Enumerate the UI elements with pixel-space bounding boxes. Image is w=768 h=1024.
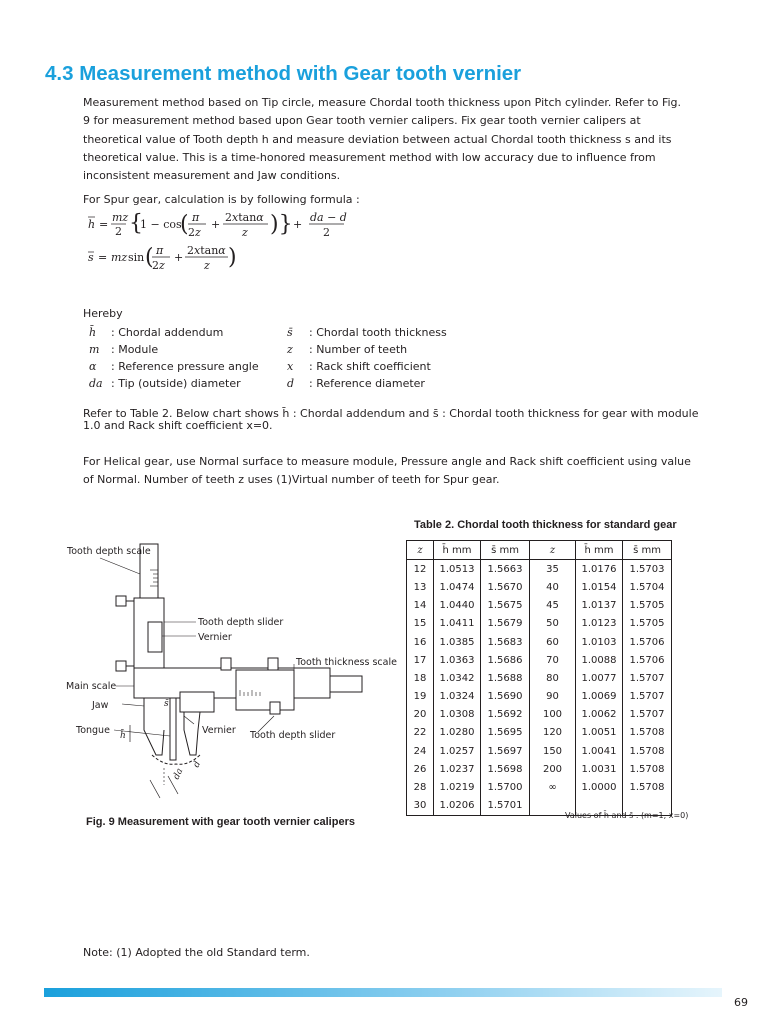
cell: 20	[407, 706, 434, 724]
header-s-left: s̄ mm	[481, 541, 530, 560]
chordal-thickness-table	[406, 540, 672, 816]
table-reference-paragraph: Refer to Table 2. Below chart shows h̄ : Chordal addendum and s̄ : Chordal tooth thickness for gear with module 1.0 and Rack shift coefficient x=0.	[83, 407, 699, 432]
label-main-scale: Main scale	[66, 681, 117, 692]
cell: 17	[407, 651, 434, 669]
cell: 1.5701	[481, 797, 530, 816]
cell: 1.0280	[434, 724, 481, 742]
formula-chordal-thickness	[84, 243, 237, 277]
section-title: 4.3 Measurement method with Gear tooth vernier	[45, 62, 522, 85]
cell: 1.0363	[434, 651, 481, 669]
label-h-mark: h̄	[120, 731, 126, 741]
table-row	[407, 706, 672, 724]
svg-text:2z: 2z	[188, 226, 201, 239]
table-title: Table 2. Chordal tooth thickness for standard gear	[414, 519, 677, 531]
svg-text:s: s	[88, 251, 94, 264]
cell: ∞	[530, 778, 576, 796]
cell: 1.5703	[623, 560, 672, 579]
cell: 1.0257	[434, 742, 481, 760]
header-h-right: h̄ mm	[576, 541, 623, 560]
table-row	[407, 669, 672, 687]
cell: 1.0237	[434, 760, 481, 778]
cell: 1.5695	[481, 724, 530, 742]
symbol-x: x : Rack shift coefficient	[287, 360, 431, 373]
table-row	[407, 688, 672, 706]
cell: 1.5708	[623, 742, 672, 760]
label-da-mark: da	[171, 766, 186, 782]
cell: 1.5707	[623, 669, 672, 687]
footer-gradient-bar	[44, 988, 722, 997]
table-row	[407, 560, 672, 579]
cell: 1.5692	[481, 706, 530, 724]
table-row	[407, 778, 672, 796]
header-s-right: s̄ mm	[623, 541, 672, 560]
symbol-z: z : Number of teeth	[287, 343, 408, 356]
cell: 1.5698	[481, 760, 530, 778]
cell: 1.5706	[623, 633, 672, 651]
cell: 28	[407, 778, 434, 796]
figure-caption: Fig. 9 Measurement with gear tooth vernier calipers	[86, 816, 355, 828]
cell: 14	[407, 597, 434, 615]
cell: 1.0041	[576, 742, 623, 760]
caliper-figure	[60, 540, 405, 810]
label-d-mark: d	[191, 759, 204, 770]
cell: 1.5679	[481, 615, 530, 633]
cell: 1.0440	[434, 597, 481, 615]
svg-text:2xtanα: 2xtanα	[187, 244, 226, 257]
cell: 1.5708	[623, 760, 672, 778]
label-s-mark: s̄	[164, 699, 169, 709]
formula-chordal-addendum	[84, 209, 314, 243]
cell: 1.5706	[623, 651, 672, 669]
cell: 1.0513	[434, 560, 481, 579]
svg-text:=: =	[98, 251, 108, 264]
cell: 60	[530, 633, 576, 651]
footnote: Note: (1) Adopted the old Standard term.	[83, 946, 310, 959]
table-row	[407, 633, 672, 651]
cell: 22	[407, 724, 434, 742]
page-number: 69	[734, 996, 748, 1009]
cell: 1.5707	[623, 706, 672, 724]
header-z-right: z	[530, 541, 576, 560]
cell: 1.0342	[434, 669, 481, 687]
cell: 90	[530, 688, 576, 706]
cell: 1.5700	[481, 778, 530, 796]
svg-text:π: π	[156, 244, 164, 257]
cell: 1.5705	[623, 597, 672, 615]
svg-text:{: {	[129, 211, 143, 236]
svg-text:): )	[228, 245, 237, 270]
cell: 1.0088	[576, 651, 623, 669]
svg-text:sin: sin	[128, 251, 145, 264]
cell: 1.0219	[434, 778, 481, 796]
symbol-m: m : Module	[89, 343, 159, 356]
cell: 24	[407, 742, 434, 760]
label-vernier-top: Vernier	[198, 632, 232, 643]
cell: 1.5705	[623, 615, 672, 633]
svg-text:2z: 2z	[152, 259, 165, 272]
helical-gear-paragraph: For Helical gear, use Normal surface to measure module, Pressure angle and Rack shift coefficient using value of Normal. Number of teeth z uses (1)Virtual number of teeth for Spur gear.	[83, 455, 691, 487]
spur-gear-paragraph: For Spur gear, calculation is by following formula :	[83, 193, 360, 206]
cell: 50	[530, 615, 576, 633]
cell: 1.5688	[481, 669, 530, 687]
symbol-alpha: α : Reference pressure angle	[89, 360, 259, 373]
svg-text:2: 2	[323, 226, 330, 239]
cell: 100	[530, 706, 576, 724]
svg-text:(: (	[145, 245, 154, 270]
header-h-left: h̄ mm	[434, 541, 481, 560]
cell: 80	[530, 669, 576, 687]
cell: 1.5708	[623, 778, 672, 796]
table-row	[407, 597, 672, 615]
header-z-left: z	[407, 541, 434, 560]
cell: 1.0385	[434, 633, 481, 651]
cell: 1.0308	[434, 706, 481, 724]
cell: 1.0206	[434, 797, 481, 816]
cell: 70	[530, 651, 576, 669]
svg-text:z: z	[242, 226, 248, 239]
cell: 19	[407, 688, 434, 706]
cell: 45	[530, 597, 576, 615]
cell: 1.0000	[576, 778, 623, 796]
cell: 1.0062	[576, 706, 623, 724]
cell: 1.5704	[623, 578, 672, 596]
cell: 18	[407, 669, 434, 687]
svg-text:2xtanα: 2xtanα	[225, 211, 264, 224]
svg-text:mz: mz	[111, 251, 128, 264]
svg-text:π: π	[192, 211, 200, 224]
cell: 35	[530, 560, 576, 579]
cell: 1.0137	[576, 597, 623, 615]
cell: 1.5707	[623, 688, 672, 706]
svg-text:z: z	[204, 259, 210, 272]
table-row	[407, 615, 672, 633]
cell: 13	[407, 578, 434, 596]
cell: 1.0077	[576, 669, 623, 687]
svg-text:da − d: da − d	[310, 211, 347, 224]
svg-text:=: =	[99, 218, 109, 231]
svg-text:2: 2	[115, 225, 122, 238]
cell: 1.0069	[576, 688, 623, 706]
cell: 1.5683	[481, 633, 530, 651]
cell: 1.0103	[576, 633, 623, 651]
svg-text:+: +	[293, 218, 303, 231]
cell: 30	[407, 797, 434, 816]
svg-text:mz: mz	[112, 211, 129, 224]
cell: 1.0123	[576, 615, 623, 633]
cell: 200	[530, 760, 576, 778]
svg-text:+: +	[211, 218, 221, 231]
cell: 1.5670	[481, 578, 530, 596]
formula-tip-term	[308, 209, 348, 243]
svg-text:1 − cos: 1 − cos	[140, 218, 182, 231]
cell: 26	[407, 760, 434, 778]
symbol-da: da : Tip (outside) diameter	[89, 377, 241, 390]
label-tooth-depth-slider-bottom: Tooth depth slider	[250, 730, 336, 741]
svg-text:)}: )}	[270, 212, 293, 237]
cell: 40	[530, 578, 576, 596]
table-row	[407, 760, 672, 778]
cell: 1.0411	[434, 615, 481, 633]
cell: 1.5675	[481, 597, 530, 615]
cell: 150	[530, 742, 576, 760]
table-header-row	[407, 541, 672, 560]
symbol-d: d : Reference diameter	[287, 377, 425, 390]
table-row	[407, 724, 672, 742]
cell: 1.5686	[481, 651, 530, 669]
symbol-s: s̄ : Chordal tooth thickness	[287, 326, 447, 339]
cell: 1.5690	[481, 688, 530, 706]
intro-paragraph: Measurement method based on Tip circle, measure Chordal tooth thickness upon Pitch cylinder. Refer to Fig. 9 for measurement method based upon Gear tooth vernier calipers. Fix gear tooth vernier calipers at theoretical value of Tooth depth h and measure deviation between actual Chordal tooth thickness s and its theoretical value. This is a time-honored measurement method with low accuracy due to influence from inconsistent measurement and Jaw conditions.	[83, 96, 682, 183]
symbol-h: h̄ : Chordal addendum	[89, 326, 224, 339]
cell: 16	[407, 633, 434, 651]
cell: 1.0051	[576, 724, 623, 742]
label-vernier-bottom: Vernier	[202, 725, 236, 736]
cell: 1.5708	[623, 724, 672, 742]
cell: 1.5697	[481, 742, 530, 760]
label-tongue: Tongue	[76, 725, 110, 736]
cell: 15	[407, 615, 434, 633]
svg-text:(: (	[180, 212, 189, 237]
cell: 1.0324	[434, 688, 481, 706]
cell: 1.0176	[576, 560, 623, 579]
svg-text:+: +	[174, 251, 184, 264]
cell: 120	[530, 724, 576, 742]
cell: 1.0154	[576, 578, 623, 596]
table-row	[407, 742, 672, 760]
table-row	[407, 651, 672, 669]
hereby-label: Hereby	[83, 307, 123, 320]
label-tooth-depth-scale: Tooth depth scale	[67, 546, 151, 557]
table-note: Values of h̄ and s̄ . (m=1, x=0)	[565, 811, 689, 820]
label-jaw: Jaw	[92, 700, 109, 711]
label-tooth-thickness-scale: Tooth thickness scale	[296, 657, 397, 668]
cell: 1.0031	[576, 760, 623, 778]
cell: 1.0474	[434, 578, 481, 596]
cell: 12	[407, 560, 434, 579]
label-tooth-depth-slider-top: Tooth depth slider	[198, 617, 284, 628]
table-row	[407, 578, 672, 596]
svg-text:h: h	[88, 218, 96, 231]
cell: 1.5663	[481, 560, 530, 579]
